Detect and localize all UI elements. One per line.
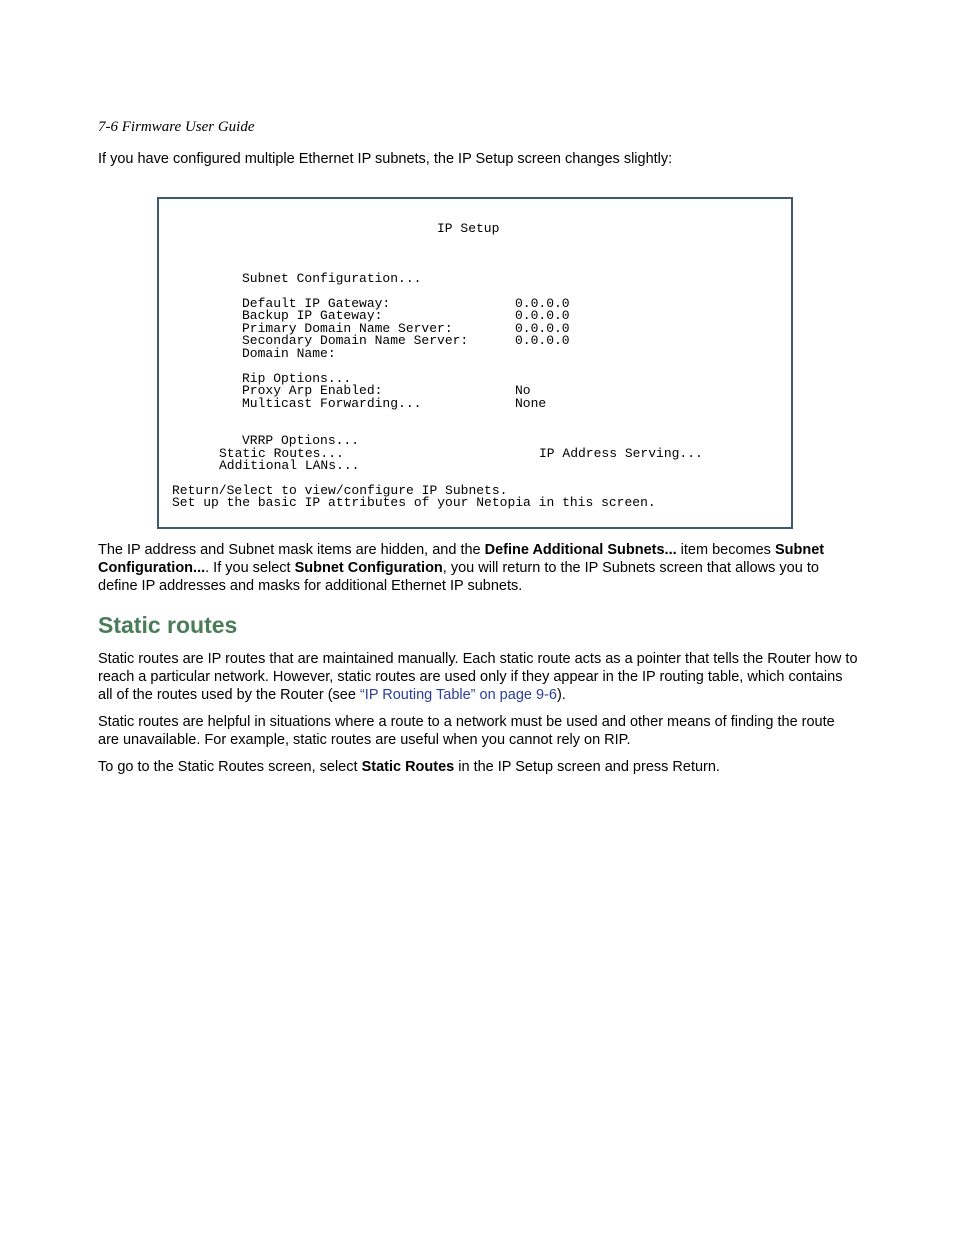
default-gateway-value[interactable]: 0.0.0.0 [515, 296, 570, 311]
subnet-explanation-paragraph: The IP address and Subnet mask items are hidden, and the Define Additional Subnets... item becomes Subnet Configuration.... If you select Subnet Configuration, you will return to the IP Subnets screen that allows you to define IP addresses and masks for additional Ethernet IP subnets. [98, 542, 825, 594]
static-routes-usage-paragraph: Static routes are helpful in situations where a route to a network must be used and other means of finding the route are unavailable. For example, static routes are useful when you cannot rely on RIP. [98, 714, 835, 748]
static-routes-intro-paragraph: Static routes are IP routes that are maintained manually. Each static route acts as a pointer that tells the Router how to reach a particular network. However, static routes are used only if they appear in the IP routing table, which contains all of the routes used by the Router (see “IP Routing Table” on page 9-6). [98, 651, 858, 703]
section-heading-static-routes: Static routes [98, 612, 238, 638]
domain-name-label: Domain Name: [242, 346, 336, 361]
default-gateway-label: Default IP Gateway: [242, 296, 391, 311]
primary-dns-label: Primary Domain Name Server: [242, 321, 453, 336]
intro-paragraph: If you have configured multiple Ethernet IP subnets, the IP Setup screen changes slightly: [98, 151, 673, 167]
subnet-configuration-item[interactable]: Subnet Configuration... [242, 271, 422, 286]
secondary-dns-label: Secondary Domain Name Server: [242, 333, 469, 348]
static-routes-navigation-paragraph: To go to the Static Routes screen, select Static Routes in the IP Setup screen and press Return. [98, 759, 720, 775]
running-head: 7-6 Firmware User Guide [98, 119, 255, 135]
proxy-arp-label: Proxy Arp Enabled: [242, 383, 383, 398]
secondary-dns-value[interactable]: 0.0.0.0 [515, 333, 570, 348]
rip-options-item[interactable]: Rip Options... [242, 371, 352, 386]
define-additional-subnets-term: Define Additional Subnets... [484, 542, 677, 558]
screen-help-line-2: Set up the basic IP attributes of your Netopia in this screen. [172, 495, 656, 510]
backup-gateway-value[interactable]: 0.0.0.0 [515, 308, 570, 323]
subnet-configuration-term-2: Subnet Configuration [294, 560, 443, 576]
static-routes-term: Static Routes [361, 759, 455, 775]
static-routes-item[interactable]: Static Routes... [219, 446, 344, 461]
ip-address-serving-item[interactable]: IP Address Serving... [539, 446, 703, 461]
screen-title: IP Setup [437, 221, 500, 236]
subnet-configuration-term: Subnet Configuration... [98, 542, 825, 576]
screen-help-line-1: Return/Select to view/configure IP Subnets. [172, 483, 508, 498]
primary-dns-value[interactable]: 0.0.0.0 [515, 321, 570, 336]
multicast-forwarding-value: None [515, 396, 547, 411]
vrrp-options-item[interactable]: VRRP Options... [242, 433, 360, 448]
multicast-forwarding-item[interactable]: Multicast Forwarding... [242, 396, 422, 411]
ip-setup-screen [157, 197, 793, 529]
proxy-arp-value[interactable]: No [515, 383, 531, 398]
ip-routing-table-link[interactable]: “IP Routing Table” on page 9-6 [359, 687, 557, 703]
backup-gateway-label: Backup IP Gateway: [242, 308, 383, 323]
additional-lans-item[interactable]: Additional LANs... [219, 458, 360, 473]
